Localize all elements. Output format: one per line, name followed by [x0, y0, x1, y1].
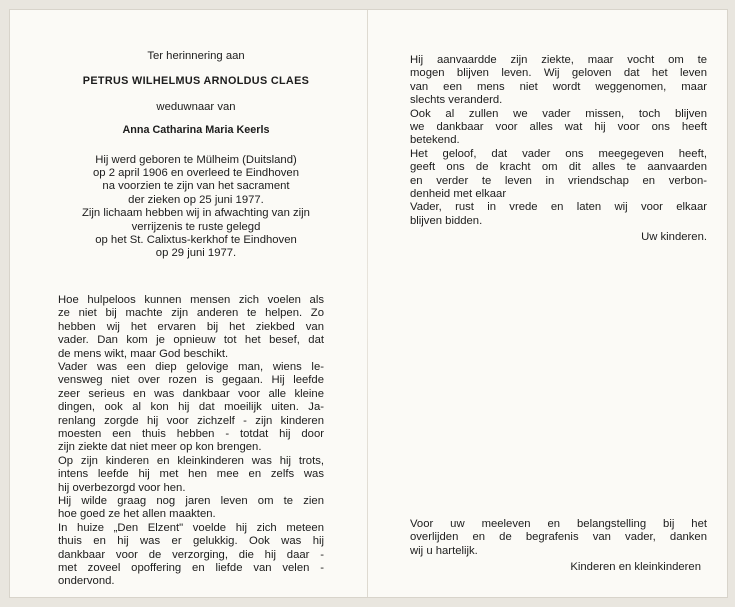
right-page-text	[410, 54, 707, 245]
text-line: hoe goed ze het allen maakten.	[58, 508, 216, 521]
family-signoff: Kinderen en kleinkinderen	[570, 561, 701, 574]
text-line: betekend.	[410, 134, 460, 147]
bio-line: op 2 april 1906 en overleed te Eindhoven	[92, 167, 299, 180]
spouse-name: Anna Catharina Maria Keerls	[122, 124, 270, 137]
text-line: dankbaar voor de verzorging, die hij daar -	[58, 548, 324, 561]
text-line: thuis en hij was er gelukkig. Ook was hij	[58, 535, 324, 548]
intro-text: Ter herinnering aan	[147, 50, 245, 62]
text-line: Op zijn kinderen en kleinkinderen was hij trots,	[58, 454, 324, 467]
text-line: we dankbaar voor alles wat hij voor ons heeft	[410, 121, 707, 134]
text-line: ze niet bij machte zijn anderen te helpen. Zo	[58, 307, 324, 320]
text-line: blijven bidden.	[410, 214, 483, 227]
bio-line: Hij werd geboren te Mülheim (Duitsland)	[95, 153, 297, 166]
text-line: moesten een thuis hebben - totdat hij door	[58, 427, 324, 440]
text-line: Hoe hulpeloos kunnen mensen zich voelen als	[58, 293, 324, 306]
thanks-line: overlijden en de begrafenis van vader, danken	[410, 531, 707, 544]
text-line: hebben wij het ervaren bij het ziekbed van	[58, 320, 324, 333]
thanks-block	[410, 518, 707, 575]
text-line: hij overbezorgd voor hen.	[58, 481, 186, 494]
status-text: weduwnaar van	[156, 100, 236, 113]
text-line: en verder te leven in vriendschap en verbon-	[410, 174, 707, 187]
text-line: Vader was een diep gelovige man, wiens le-	[58, 360, 324, 373]
text-line: geeft ons de kracht om dit alles te aanvaarden	[410, 161, 707, 174]
bio-line: der zieken op 25 juni 1977.	[128, 193, 264, 206]
bio-line: op 29 juni 1977.	[155, 247, 237, 260]
text-line: Hij wilde graag nog jaren leven om te zien	[58, 494, 324, 507]
text-line: Vader, rust in vrede en laten wij voor elkaar	[410, 201, 707, 214]
text-line: ondervond.	[58, 575, 115, 588]
text-line: vensweg niet over rozen is gegaan. Hij leefde	[58, 374, 324, 387]
reflection-block	[58, 294, 324, 589]
text-line: slechts veranderd.	[410, 94, 503, 107]
bio-line: na voorzien te zijn van het sacrament	[102, 180, 290, 193]
card-fold	[367, 10, 368, 597]
text-line: dingen, ook al kon hij dat moeilijk uiten. Ja-	[58, 401, 324, 414]
text-line: In huize „Den Elzent" voelde hij zich meteen	[58, 521, 324, 534]
text-line: mogen blijven leven. Wij geloven dat het leven	[410, 67, 707, 80]
bio-line: verrijzenis te ruste gelegd	[131, 220, 261, 233]
text-line: vader. Dan kom je opnieuw tot het besef, dat	[58, 334, 324, 347]
text-line: Ook al zullen we vader missen, toch blijven	[410, 107, 707, 120]
text-line: de mens wikt, maar God beschikt.	[58, 347, 229, 360]
text-line: van een mens niet wordt weggenomen, maar	[410, 80, 707, 93]
children-signoff: Uw kinderen.	[641, 231, 707, 244]
deceased-name: PETRUS WILHELMUS ARNOLDUS CLAES	[82, 75, 310, 88]
text-line: met zoveel opoffering en liefde van velen -	[58, 562, 324, 574]
text-line: zeer serieus en was dankbaar voor alle kleine	[58, 387, 324, 400]
text-line: renlang zorgde hij voor zichzelf - zijn kinderen	[58, 414, 324, 427]
text-line: Hij aanvaardde zijn ziekte, maar vocht om te	[410, 54, 707, 66]
bio-line: op het St. Calixtus-kerkhof te Eindhoven	[95, 234, 297, 247]
bio-block	[62, 154, 330, 261]
bio-line: Zijn lichaam hebben wij in afwachting van zijn	[82, 207, 310, 220]
thanks-line: Voor uw meeleven en belangstelling bij het	[410, 518, 707, 530]
thanks-line: wij u hartelijk.	[410, 544, 478, 557]
text-line: intens leefde hij met hen mee en zelfs was	[58, 468, 324, 481]
text-line: Het geloof, dat vader ons meegegeven heeft,	[410, 147, 707, 160]
text-line: denheid met elkaar	[410, 188, 507, 201]
text-line: zijn ziekte dat niet meer op kon brengen.	[58, 441, 262, 454]
left-page	[58, 50, 330, 589]
